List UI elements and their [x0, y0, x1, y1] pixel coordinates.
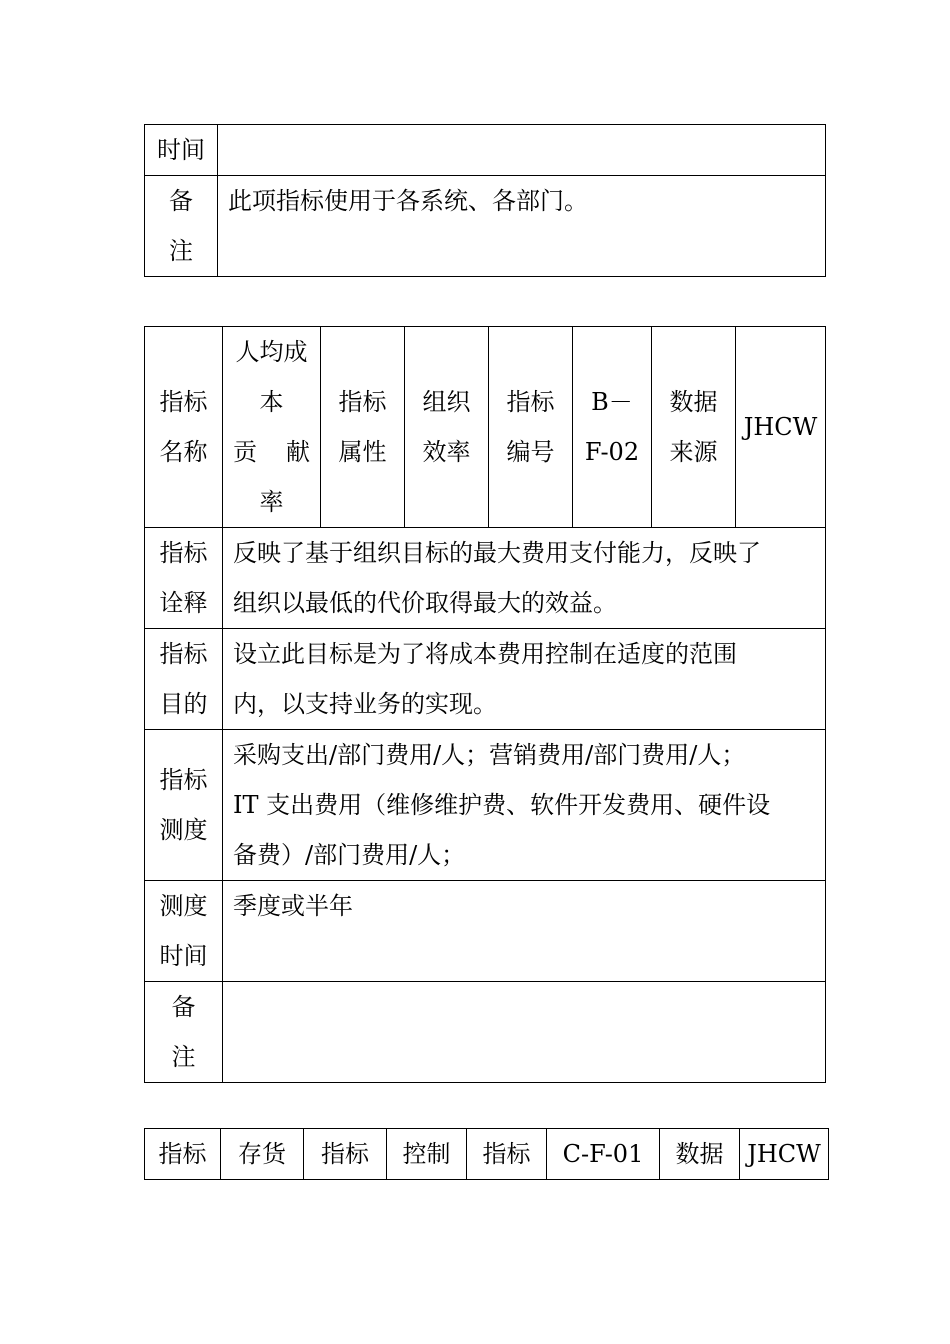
name-label-line2: 名称: [159, 438, 208, 466]
name-label-line1: 指标: [159, 388, 208, 416]
bottom-attr-label: 指标: [304, 1129, 387, 1180]
time-label: 时间: [157, 136, 205, 164]
name-value-line1: 人均成: [235, 338, 308, 366]
remark-label-line1: 备: [169, 187, 193, 215]
measure-line3: 备费）/部门费用/人；: [233, 841, 466, 869]
note-label-cell: [145, 982, 223, 1083]
measure-value-cell: [223, 730, 826, 881]
explain-label-line2: 诠释: [159, 589, 208, 617]
measure-label-line1: 指标: [159, 766, 208, 794]
note-label-line1: 备: [171, 993, 196, 1021]
purpose-line2: 内，以支持业务的实现。: [233, 690, 497, 718]
source-label-line2: 来源: [669, 438, 718, 466]
source-label-line1: 数据: [669, 388, 718, 416]
bottom-name-value: 存货: [221, 1129, 304, 1180]
name-value-char-b: 献: [286, 438, 310, 466]
measure-label-line2: 测度: [159, 816, 208, 844]
remark-label-line2: 注: [169, 237, 193, 265]
measure-time-label-cell: [145, 881, 223, 982]
code-label-cell: [489, 327, 573, 528]
explain-label-cell: [145, 528, 223, 629]
name-label-cell: [145, 327, 223, 528]
code-value-line1: B－: [591, 388, 633, 416]
code-value-cell: [573, 327, 652, 528]
bottom-attr-value: 控制: [387, 1129, 467, 1180]
note-value: [223, 982, 826, 1083]
purpose-value-cell: [223, 629, 826, 730]
attr-value-line2: 效率: [422, 438, 471, 466]
remark-value: 此项指标使用于各系统、各部门。: [218, 176, 826, 277]
explain-line1: 反映了基于组织目标的最大费用支付能力，反映了: [233, 539, 761, 567]
name-value-char-a: 贡: [233, 438, 257, 466]
code-label-line2: 编号: [506, 438, 555, 466]
purpose-label-line1: 指标: [159, 640, 208, 668]
bottom-code-value: C-F-01: [547, 1129, 660, 1180]
indicator-table-main: [144, 326, 826, 1083]
source-value: JHCW: [743, 413, 818, 441]
indicator-table-bottom: [144, 1128, 829, 1180]
name-value-cell: [223, 327, 321, 528]
purpose-line1: 设立此目标是为了将成本费用控制在适度的范围: [233, 640, 737, 668]
remark-label-cell: [145, 176, 218, 277]
source-label-cell: [652, 327, 736, 528]
measure-time-value: 季度或半年: [223, 881, 826, 982]
bottom-code-label: 指标: [467, 1129, 547, 1180]
explain-value-cell: [223, 528, 826, 629]
name-value-line4: 率: [259, 488, 284, 516]
time-label-cell: [145, 125, 218, 176]
attr-value-cell: [405, 327, 489, 528]
measure-time-label-line2: 时间: [159, 942, 208, 970]
note-label-line2: 注: [171, 1043, 196, 1071]
bottom-source-value: JHCW: [740, 1129, 829, 1180]
bottom-source-label: 数据: [660, 1129, 740, 1180]
bottom-name-label: 指标: [145, 1129, 221, 1180]
purpose-label-line2: 目的: [159, 690, 208, 718]
attr-label-cell: [321, 327, 405, 528]
indicator-table-top: [144, 124, 826, 277]
name-value-line2: 本: [259, 388, 284, 416]
explain-line2: 组织以最低的代价取得最大的效益。: [233, 589, 617, 617]
measure-line1: 采购支出/部门费用/人；营销费用/部门费用/人；: [233, 741, 746, 769]
attr-label-line1: 指标: [338, 388, 387, 416]
measure-label-cell: [145, 730, 223, 881]
measure-time-label-line1: 测度: [159, 892, 208, 920]
code-label-line1: 指标: [506, 388, 555, 416]
code-value-line2: F-02: [584, 438, 640, 466]
time-value-cell: [218, 125, 826, 176]
source-value-cell: [736, 327, 826, 528]
purpose-label-cell: [145, 629, 223, 730]
measure-line2: IT 支出费用（维修维护费、软件开发费用、硬件设: [233, 791, 771, 819]
attr-label-line2: 属性: [338, 438, 387, 466]
name-value-line3: [223, 427, 320, 477]
attr-value-line1: 组织: [422, 388, 471, 416]
explain-label-line1: 指标: [159, 539, 208, 567]
